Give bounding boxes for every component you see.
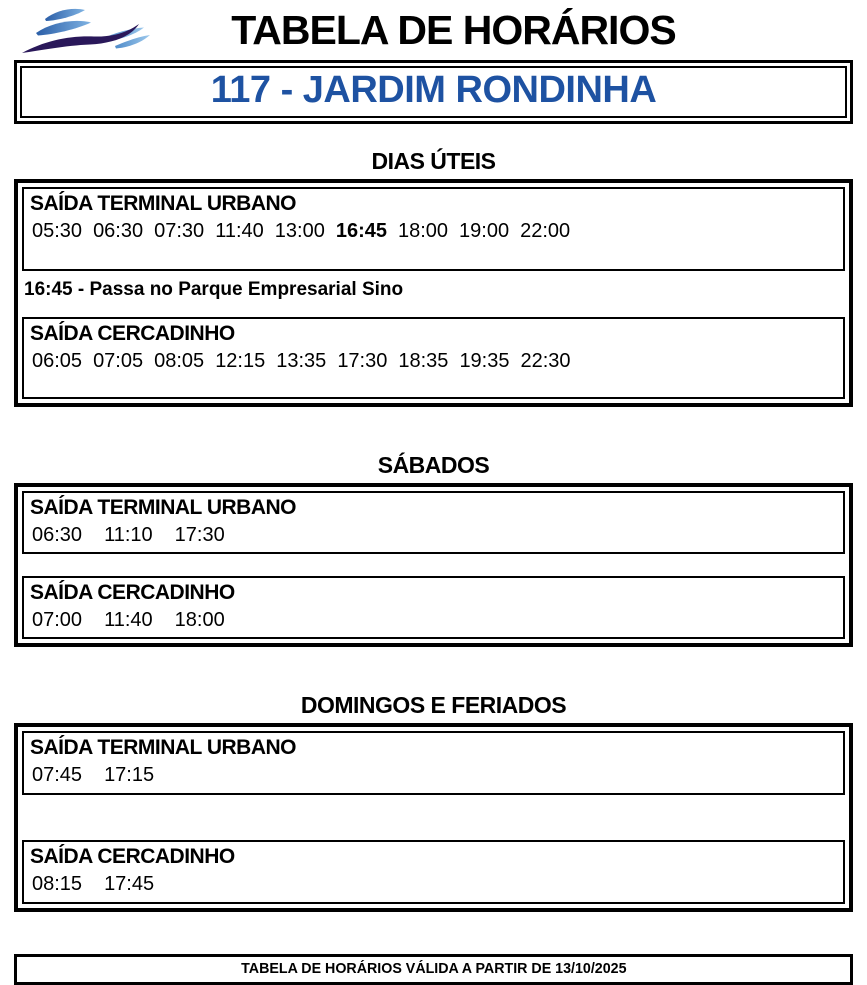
departure-block-cercadinho (22, 317, 845, 399)
departure-header: SAÍDA TERMINAL URBANO (30, 496, 296, 519)
time-value: 05:30 (32, 220, 83, 242)
departure-header: SAÍDA CERCADINHO (30, 322, 235, 345)
time-value: 17:45 (104, 873, 155, 895)
page-header (0, 0, 867, 58)
dias-uteis-box (14, 179, 853, 407)
time-value: 17:30 (337, 350, 388, 372)
validity-banner (14, 954, 853, 985)
route-banner (14, 60, 853, 124)
times-row (30, 521, 837, 549)
time-value: 11:10 (104, 524, 153, 546)
time-value: 19:35 (459, 350, 510, 372)
schedule-note: 16:45 - Passa no Parque Empresarial Sino (24, 279, 404, 300)
section-heading-domingos-feriados: DOMINGOS E FERIADOS (300, 692, 567, 718)
departure-block-cercadinho (22, 840, 845, 904)
time-value: 13:00 (274, 220, 325, 242)
departure-block-terminal-urbano (22, 491, 845, 554)
sabados-box (14, 483, 853, 647)
times-row (30, 347, 837, 375)
time-value: 18:00 (174, 609, 225, 631)
time-value: 17:30 (174, 524, 225, 546)
times-row (30, 217, 837, 245)
time-value: 06:30 (93, 220, 144, 242)
time-value: 22:30 (520, 350, 571, 372)
time-value: 13:35 (276, 350, 327, 372)
domingos-feriados-box (14, 723, 853, 912)
times-row (30, 606, 837, 634)
bus-company-wave-logo-icon (18, 2, 152, 56)
time-value: 07:45 (32, 764, 83, 786)
section-heading-sabados: SÁBADOS (377, 452, 490, 478)
time-value: 22:00 (520, 220, 571, 242)
section-domingos-feriados (0, 692, 867, 912)
departure-header: SAÍDA TERMINAL URBANO (30, 736, 296, 759)
departure-block-cercadinho (22, 576, 845, 639)
time-value: 06:30 (32, 524, 83, 546)
time-value: 07:05 (93, 350, 144, 372)
departure-block-terminal-urbano (22, 731, 845, 795)
time-value: 06:05 (32, 350, 83, 372)
page-title: TABELA DE HORÁRIOS (231, 7, 676, 53)
times-row (30, 870, 837, 898)
section-heading-dias-uteis: DIAS ÚTEIS (371, 148, 496, 174)
departure-header: SAÍDA CERCADINHO (30, 581, 235, 604)
time-value: 18:35 (398, 350, 449, 372)
time-value: 18:00 (397, 220, 449, 242)
time-value: 08:05 (154, 350, 205, 372)
times-row (30, 761, 837, 789)
departure-header: SAÍDA CERCADINHO (30, 845, 235, 868)
time-value: 12:15 (215, 350, 266, 372)
time-value: 11:40 (215, 220, 264, 242)
time-value: 08:15 (32, 873, 83, 895)
time-value: 17:15 (104, 764, 155, 786)
time-value: 11:40 (104, 609, 153, 631)
departure-header: SAÍDA TERMINAL URBANO (30, 192, 296, 215)
section-sabados (0, 452, 867, 647)
time-value: 19:00 (459, 220, 510, 242)
time-value: 16:45 (335, 220, 387, 242)
validity-text: TABELA DE HORÁRIOS VÁLIDA A PARTIR DE 13/10/2025 (240, 960, 627, 977)
route-title: 117 - JARDIM RONDINHA (210, 69, 657, 111)
time-value: 07:00 (32, 609, 83, 631)
time-value: 07:30 (154, 220, 205, 242)
section-dias-uteis (0, 148, 867, 407)
departure-block-terminal-urbano (22, 187, 845, 271)
route-banner-inner (20, 66, 847, 118)
